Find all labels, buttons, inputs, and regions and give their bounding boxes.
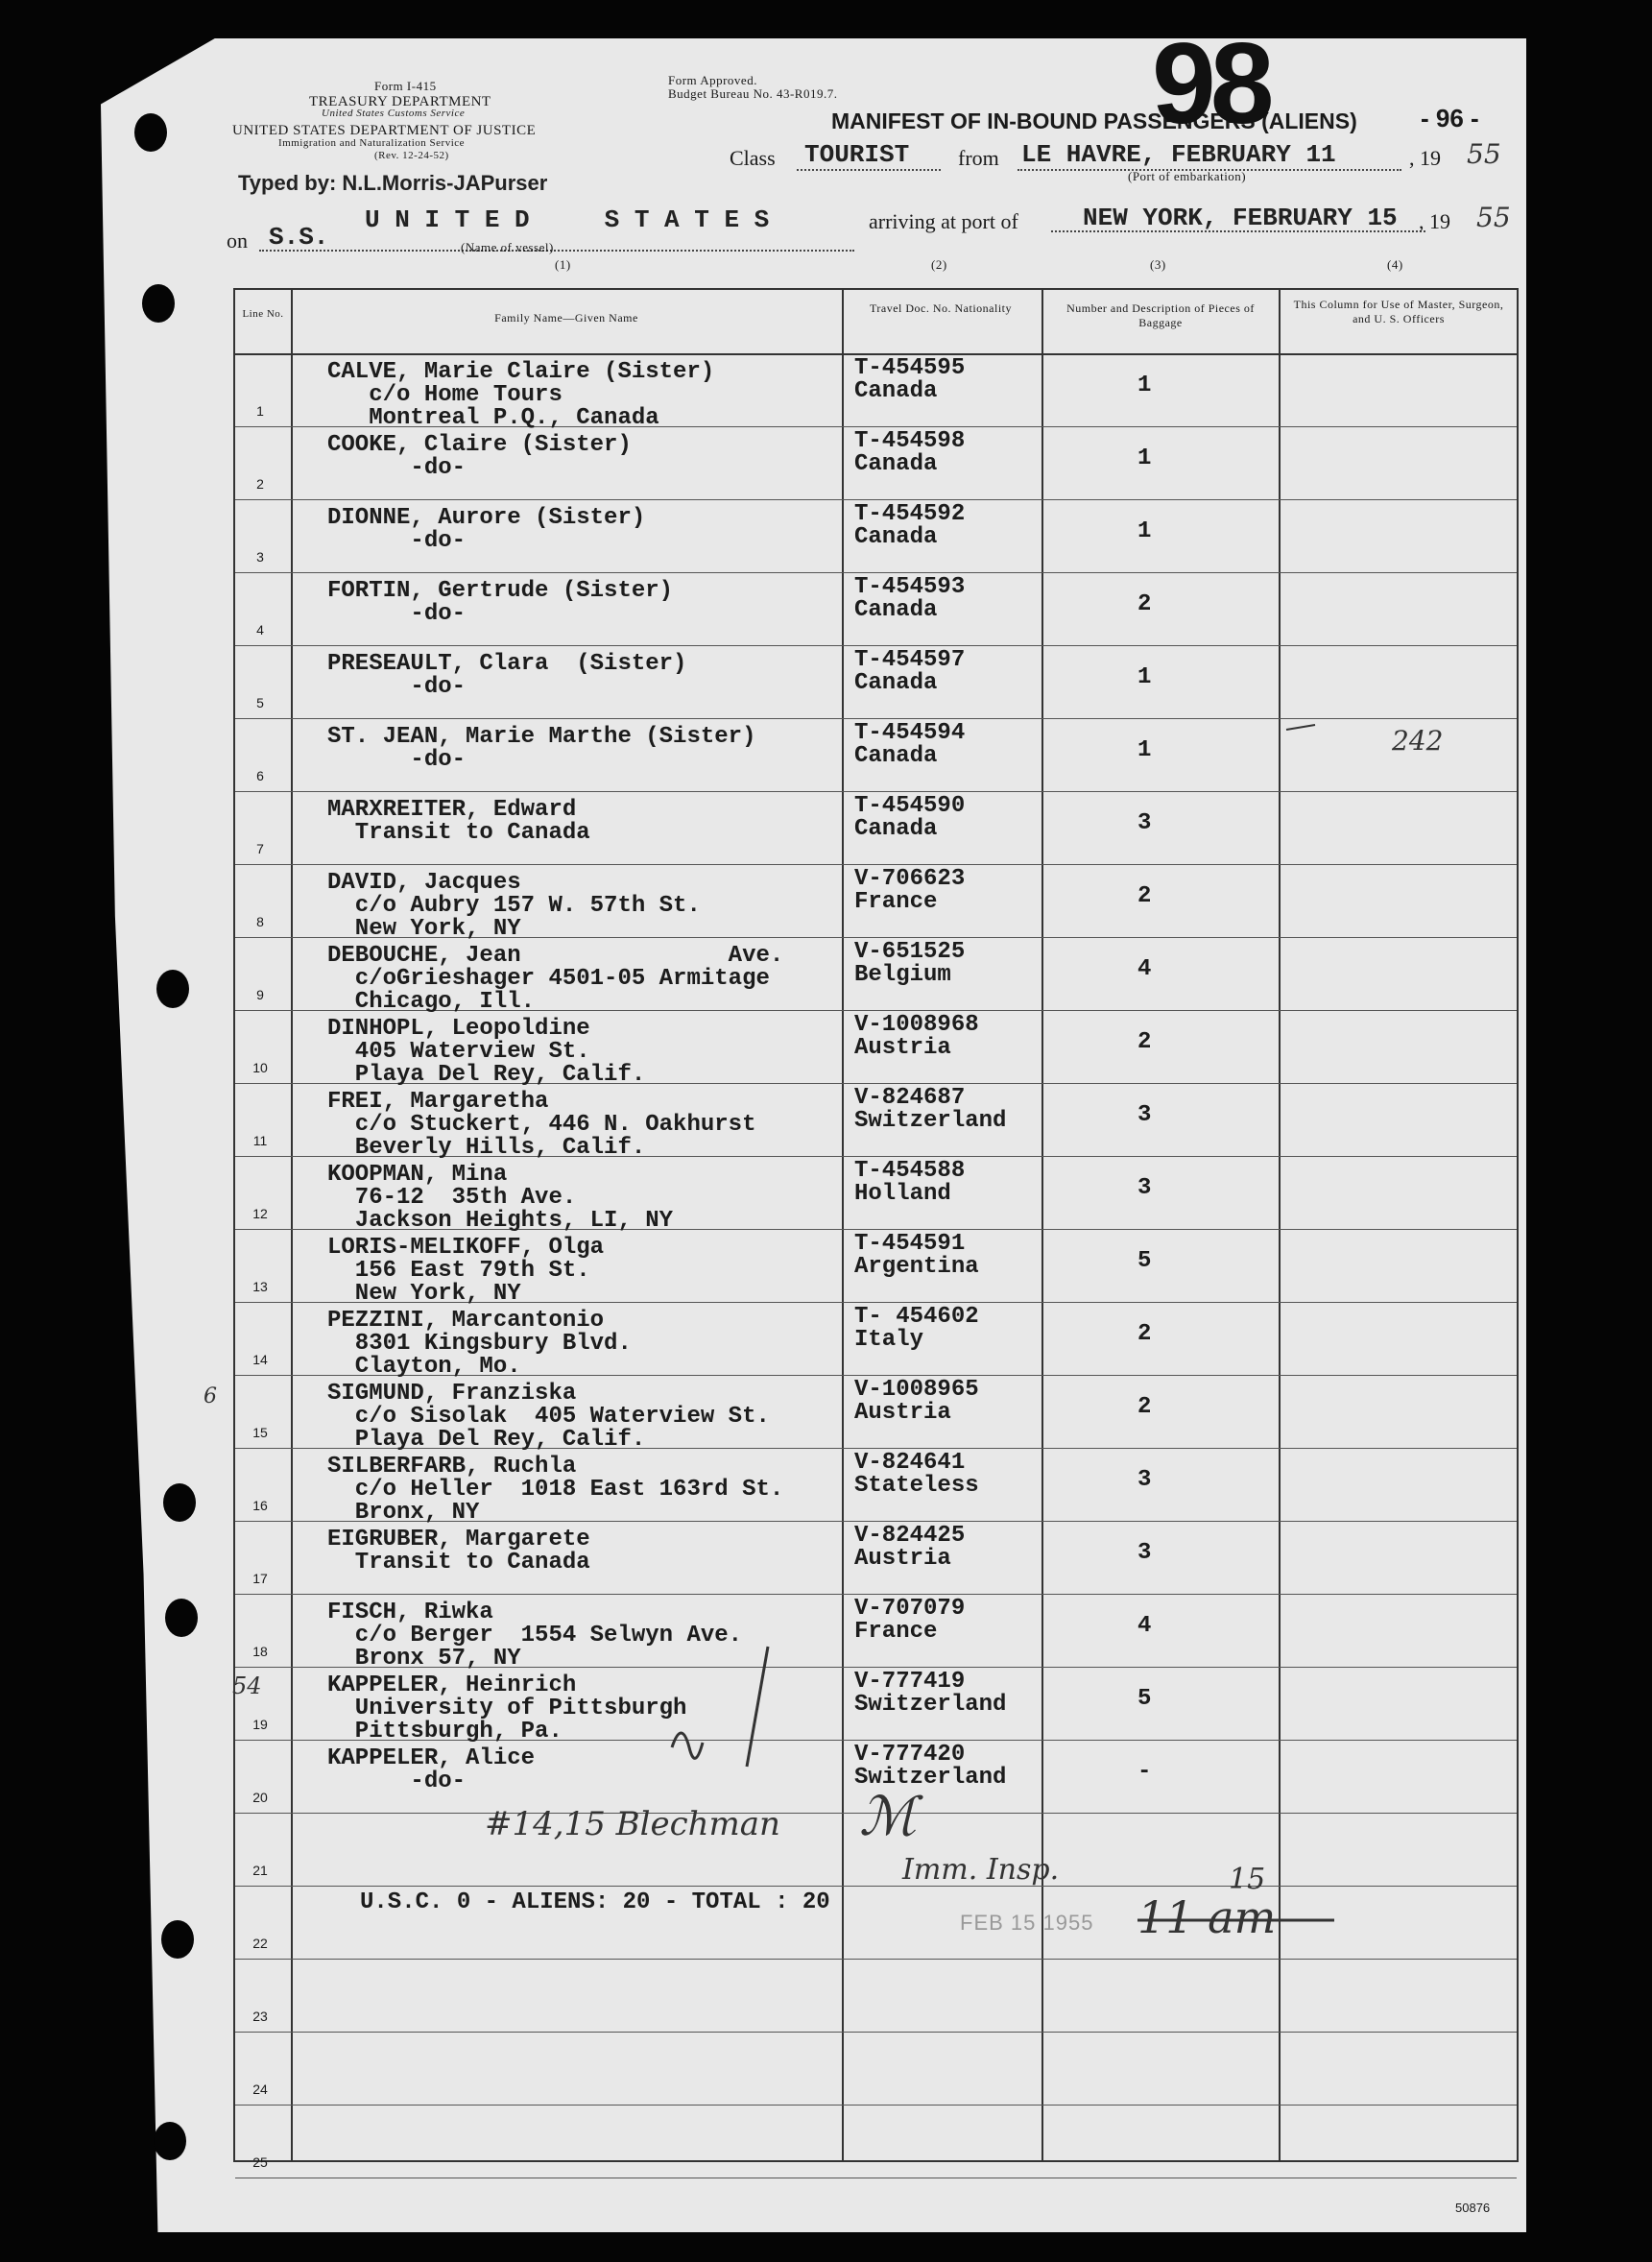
passenger-name-line: Montreal P.Q., Canada bbox=[327, 405, 659, 431]
nationality: Switzerland bbox=[854, 1692, 1007, 1718]
line-number: 9 bbox=[256, 987, 264, 1002]
passenger-name-line: Beverly Hills, Calif. bbox=[327, 1135, 646, 1161]
passenger-name-line: Pittsburgh, Pa. bbox=[327, 1719, 563, 1745]
passenger-name-line: FREI, Margaretha bbox=[327, 1089, 549, 1115]
baggage-count: 2 bbox=[1137, 1029, 1152, 1055]
baggage-count: 2 bbox=[1137, 591, 1152, 617]
passenger-name-line: EIGRUBER, Margarete bbox=[327, 1527, 590, 1552]
punch-hole bbox=[161, 1920, 194, 1959]
arriving-year-prefix: , 19 bbox=[1419, 209, 1450, 233]
passenger-name-line: Clayton, Mo. bbox=[327, 1354, 521, 1380]
handwritten-note: #14,15 Blechman bbox=[485, 1805, 780, 1843]
line-number: 10 bbox=[252, 1060, 268, 1075]
class-value: TOURIST bbox=[804, 140, 910, 169]
punch-hole bbox=[156, 970, 189, 1008]
baggage-count: 5 bbox=[1137, 1686, 1152, 1712]
travel-doc: V-777420 bbox=[854, 1742, 966, 1768]
line-number: 19 bbox=[252, 1717, 268, 1732]
dept-justice: UNITED STATES DEPARTMENT OF JUSTICE bbox=[232, 123, 537, 138]
passenger-name-line: SIGMUND, Franziska bbox=[327, 1381, 577, 1407]
margin-note-54: 54 bbox=[232, 1672, 262, 1699]
form-code: 50876 bbox=[1455, 2201, 1491, 2215]
passenger-name-line: Playa Del Rey, Calif. bbox=[327, 1062, 646, 1088]
line-number: 11 bbox=[252, 1133, 268, 1148]
passenger-name-line: DAVID, Jacques bbox=[327, 870, 521, 896]
col-header-line: Line No. bbox=[242, 308, 284, 320]
passenger-name-line: ST. JEAN, Marie Marthe (Sister) bbox=[327, 724, 756, 750]
baggage-count: 4 bbox=[1137, 956, 1152, 982]
punch-hole bbox=[154, 2122, 186, 2160]
passenger-name-line: CALVE, Marie Claire (Sister) bbox=[327, 359, 715, 385]
passenger-name-line: MARXREITER, Edward bbox=[327, 797, 577, 823]
passenger-name-line: 8301 Kingsbury Blvd. bbox=[327, 1331, 632, 1357]
dept-justice-sub: Immigration and Naturalization Service bbox=[278, 137, 466, 149]
inspector-title: Imm. Insp. bbox=[902, 1853, 1060, 1887]
passenger-name-line: FORTIN, Gertrude (Sister) bbox=[327, 578, 674, 604]
travel-doc: V-707079 bbox=[854, 1596, 966, 1622]
arriving-value: NEW YORK, FEBRUARY 15 bbox=[1083, 204, 1398, 232]
line-number: 2 bbox=[256, 476, 264, 492]
line-number: 16 bbox=[252, 1498, 268, 1513]
nationality: Canada bbox=[854, 378, 938, 404]
passenger-name-line: DEBOUCHE, Jean Ave. bbox=[327, 943, 784, 969]
passenger-name-line: -do- bbox=[327, 674, 467, 700]
passenger-name-line: Bronx 57, NY bbox=[327, 1646, 521, 1672]
passenger-name-line: 405 Waterview St. bbox=[327, 1039, 590, 1065]
travel-doc: T-454595 bbox=[854, 355, 966, 381]
form-number: Form I-415 bbox=[374, 79, 437, 93]
baggage-count: 3 bbox=[1137, 1102, 1152, 1128]
nationality: Stateless bbox=[854, 1473, 979, 1499]
line-number: 24 bbox=[252, 2082, 268, 2097]
from-value: LE HAVRE, FEBRUARY 11 bbox=[1021, 140, 1336, 169]
line-number: 4 bbox=[256, 622, 264, 638]
page-number: - 96 - bbox=[1421, 104, 1479, 132]
col-number-4: (4) bbox=[1387, 257, 1403, 272]
passenger-name-line: Jackson Heights, LI, NY bbox=[327, 1208, 674, 1234]
baggage-count: - bbox=[1137, 1759, 1152, 1785]
nationality: Canada bbox=[854, 524, 938, 550]
passenger-name-line: -do- bbox=[327, 528, 467, 554]
passenger-name-line: 156 East 79th St. bbox=[327, 1258, 590, 1284]
vessel-name: U N I T E D S T A T E S bbox=[365, 205, 770, 234]
col-number-1: (1) bbox=[555, 257, 571, 272]
line-number: 17 bbox=[252, 1571, 268, 1586]
passenger-name-line: Transit to Canada bbox=[327, 820, 590, 846]
travel-doc: V-824641 bbox=[854, 1450, 966, 1476]
nationality: Austria bbox=[854, 1400, 951, 1426]
time-day: 15 bbox=[1229, 1863, 1266, 1896]
travel-doc: T-454597 bbox=[854, 647, 966, 673]
punch-hole bbox=[134, 113, 167, 152]
travel-doc: T-454594 bbox=[854, 720, 966, 746]
col-header-officers: This Column for Use of Master, Surgeon, and U. S. Officers bbox=[1293, 298, 1504, 325]
line-number: 7 bbox=[256, 841, 264, 856]
nationality: Switzerland bbox=[854, 1108, 1007, 1134]
line-number: 20 bbox=[252, 1790, 268, 1805]
vessel-caption: (Name of vessel) bbox=[461, 240, 554, 254]
line-number: 6 bbox=[256, 768, 264, 783]
line-number: 22 bbox=[252, 1936, 268, 1951]
manifest-title: MANIFEST OF IN-BOUND PASSENGERS (ALIENS) bbox=[831, 108, 1357, 133]
date-stamp: FEB 15 1955 bbox=[960, 1911, 1094, 1935]
baggage-count: 2 bbox=[1137, 883, 1152, 909]
punch-hole bbox=[142, 284, 175, 323]
passenger-name-line: COOKE, Claire (Sister) bbox=[327, 432, 632, 458]
totals-line: U.S.C. 0 - ALIENS: 20 - TOTAL : 20 bbox=[360, 1889, 830, 1915]
form-approved: Form Approved. bbox=[668, 73, 757, 87]
baggage-count: 5 bbox=[1137, 1248, 1152, 1274]
passenger-name-line: -do- bbox=[327, 1769, 467, 1794]
nationality: Canada bbox=[854, 743, 938, 769]
passenger-name-line: c/o Stuckert, 446 N. Oakhurst bbox=[327, 1112, 756, 1138]
col-header-baggage: Number and Description of Pieces of Baggage bbox=[1066, 301, 1255, 329]
budget-bureau: Budget Bureau No. 43-R019.7. bbox=[668, 86, 838, 101]
line-number: 13 bbox=[252, 1279, 268, 1294]
time-note: 11 am bbox=[1137, 1891, 1277, 1943]
baggage-count: 1 bbox=[1137, 737, 1152, 763]
travel-doc: T-454593 bbox=[854, 574, 966, 600]
travel-doc: T-454591 bbox=[854, 1231, 966, 1257]
margin-note-6: 6 bbox=[204, 1384, 217, 1408]
nationality: Switzerland bbox=[854, 1765, 1007, 1791]
baggage-count: 1 bbox=[1137, 373, 1152, 398]
nationality: Belgium bbox=[854, 962, 951, 988]
passenger-name-line: c/o Berger 1554 Selwyn Ave. bbox=[327, 1623, 743, 1648]
passenger-name-line: PRESEAULT, Clara (Sister) bbox=[327, 651, 687, 677]
officer-note: 242 bbox=[1392, 725, 1444, 757]
passenger-name-line: 76-12 35th Ave. bbox=[327, 1185, 577, 1211]
passenger-name-line: KAPPELER, Alice bbox=[327, 1745, 536, 1771]
travel-doc: V-824687 bbox=[854, 1085, 966, 1111]
line-number: 15 bbox=[252, 1425, 268, 1440]
passenger-name-line: Playa Del Rey, Calif. bbox=[327, 1427, 646, 1453]
passenger-name-line: c/o Sisolak 405 Waterview St. bbox=[327, 1404, 770, 1430]
nationality: Italy bbox=[854, 1327, 924, 1353]
nationality: Holland bbox=[854, 1181, 951, 1207]
baggage-count: 1 bbox=[1137, 445, 1152, 471]
form-revision: (Rev. 12-24-52) bbox=[374, 150, 449, 161]
nationality: Argentina bbox=[854, 1254, 979, 1280]
passenger-table bbox=[233, 288, 1519, 2170]
on-label: on bbox=[227, 229, 248, 253]
passenger-name-line: University of Pittsburgh bbox=[327, 1696, 687, 1721]
passenger-name-line: -do- bbox=[327, 455, 467, 481]
nationality: France bbox=[854, 889, 938, 915]
line-number: 25 bbox=[252, 2154, 268, 2170]
nationality: Austria bbox=[854, 1035, 951, 1061]
passenger-name-line: c/o Aubry 157 W. 57th St. bbox=[327, 893, 701, 919]
passenger-name-line: FISCH, Riwka bbox=[327, 1600, 493, 1625]
baggage-count: 3 bbox=[1137, 1540, 1152, 1566]
nationality: Austria bbox=[854, 1546, 951, 1572]
passenger-name-line: PEZZINI, Marcantonio bbox=[327, 1308, 605, 1334]
passenger-name-line: KOOPMAN, Mina bbox=[327, 1162, 508, 1188]
class-label: Class bbox=[730, 146, 776, 170]
punch-hole bbox=[165, 1599, 198, 1637]
col-header-travel: Travel Doc. No. Nationality bbox=[869, 301, 1013, 315]
passenger-name-line: c/o Home Tours bbox=[327, 382, 563, 408]
passenger-name-line: DIONNE, Aurore (Sister) bbox=[327, 505, 646, 531]
baggage-count: 3 bbox=[1137, 1467, 1152, 1493]
passenger-name-line: KAPPELER, Heinrich bbox=[327, 1672, 577, 1698]
inspector-signature: ℳ bbox=[859, 1786, 917, 1848]
stamp-number: 98 bbox=[1152, 19, 1269, 148]
baggage-count: 3 bbox=[1137, 1175, 1152, 1201]
travel-doc: V-1008968 bbox=[854, 1012, 979, 1038]
baggage-count: 2 bbox=[1137, 1321, 1152, 1347]
travel-doc: T- 454602 bbox=[854, 1304, 979, 1330]
passenger-name-line: Chicago, Ill. bbox=[327, 989, 536, 1015]
travel-doc: T-454598 bbox=[854, 428, 966, 454]
line-number: 12 bbox=[252, 1206, 268, 1221]
line-number: 3 bbox=[256, 549, 264, 565]
passenger-name-line: Bronx, NY bbox=[327, 1500, 480, 1526]
line-number: 5 bbox=[256, 695, 264, 710]
passenger-name-line: New York, NY bbox=[327, 916, 521, 942]
arriving-year: 55 bbox=[1476, 202, 1511, 233]
baggage-count: 4 bbox=[1137, 1613, 1152, 1639]
travel-doc: V-777419 bbox=[854, 1669, 966, 1695]
travel-doc: T-454590 bbox=[854, 793, 966, 819]
passenger-name-line: c/o Heller 1018 East 163rd St. bbox=[327, 1477, 784, 1503]
line-number: 21 bbox=[252, 1863, 268, 1878]
typed-by: Typed by: N.L.Morris-JAPurser bbox=[238, 171, 548, 195]
passenger-name-line: SILBERFARB, Ruchla bbox=[327, 1454, 577, 1480]
line-number: 8 bbox=[256, 914, 264, 929]
travel-doc: V-824425 bbox=[854, 1523, 966, 1549]
passenger-name-line: New York, NY bbox=[327, 1281, 521, 1307]
vessel-prefix: S.S. bbox=[269, 223, 329, 252]
nationality: France bbox=[854, 1619, 938, 1645]
baggage-count: 2 bbox=[1137, 1394, 1152, 1420]
baggage-count: 3 bbox=[1137, 810, 1152, 836]
arriving-label: arriving at port of bbox=[869, 209, 1018, 233]
col-number-2: (2) bbox=[931, 257, 947, 272]
line-number: 1 bbox=[256, 403, 264, 419]
passenger-name-line: -do- bbox=[327, 747, 467, 773]
nationality: Canada bbox=[854, 670, 938, 696]
punch-hole bbox=[163, 1483, 196, 1522]
passenger-name-line: c/oGrieshager 4501-05 Armitage bbox=[327, 966, 770, 992]
passenger-name-line: DINHOPL, Leopoldine bbox=[327, 1016, 590, 1042]
nationality: Canada bbox=[854, 451, 938, 477]
line-number: 23 bbox=[252, 2009, 268, 2024]
travel-doc: V-651525 bbox=[854, 939, 966, 965]
travel-doc: T-454592 bbox=[854, 501, 966, 527]
nationality: Canada bbox=[854, 597, 938, 623]
dept-treasury-sub: United States Customs Service bbox=[322, 108, 466, 119]
passenger-name-line: Transit to Canada bbox=[327, 1550, 590, 1576]
travel-doc: V-706623 bbox=[854, 866, 966, 892]
from-year-prefix: , 19 bbox=[1409, 146, 1441, 170]
travel-doc: T-454588 bbox=[854, 1158, 966, 1184]
travel-doc: V-1008965 bbox=[854, 1377, 979, 1403]
from-label: from bbox=[958, 146, 999, 170]
from-year: 55 bbox=[1467, 138, 1501, 170]
col-header-name: Family Name—Given Name bbox=[494, 311, 638, 325]
baggage-count: 1 bbox=[1137, 664, 1152, 690]
dept-treasury: TREASURY DEPARTMENT bbox=[309, 94, 491, 109]
line-number: 18 bbox=[252, 1644, 268, 1659]
passenger-name-line: LORIS-MELIKOFF, Olga bbox=[327, 1235, 605, 1261]
nationality: Canada bbox=[854, 816, 938, 842]
baggage-count: 1 bbox=[1137, 518, 1152, 544]
col-number-3: (3) bbox=[1150, 257, 1166, 272]
passenger-name-line: -do- bbox=[327, 601, 467, 627]
line-number: 14 bbox=[252, 1352, 268, 1367]
port-caption: (Port of embarkation) bbox=[1128, 169, 1247, 183]
